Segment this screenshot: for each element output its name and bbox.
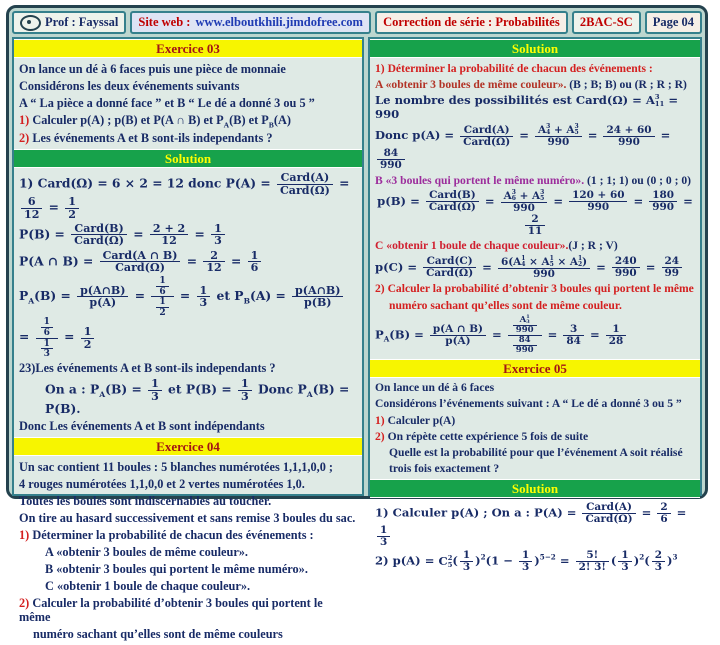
math-line: 2) Calculer la probabilité d’obtenir 3 boules qui portent le même <box>375 282 694 296</box>
statement-line: On lance un dé à 6 faces <box>375 381 495 395</box>
right-column <box>368 37 702 574</box>
prof-logo-icon <box>20 15 41 31</box>
exercice-05-solution <box>370 498 700 576</box>
page-number: Page 04 <box>645 11 702 34</box>
level-badge: 2BAC-SC <box>572 11 641 34</box>
math-line: Donc p(A) = $\frac{\text{Card(A)}}{\text{Card(Ω)}}$ = A 3 4 + A 3 5 990 = $\frac{24 + 60}{990}$ = $\frac{84}{990}$ <box>375 122 671 172</box>
math-line: 2) p(A) = C 2 5 ( $\frac{1}{3}$ )$^2$(1 − $\frac{1}{3}$ )$^{5-2}$ = $\frac{5!}{2! 3!}$ ( $\frac{1}{3}$ )$^2$( $\frac{2}{3}$ )$^3$ <box>375 549 678 574</box>
math-line: p(C) = $\frac{\text{Card(C)}}{\text{Card(Ω)}}$ = 6(A 1 4 × A 1 5 × A 1 2 ) 990 = $\frac{240}{990}$ = $\frac{24}{99}$ <box>375 256 695 280</box>
statement-line: trois fois exactement ? <box>389 462 500 476</box>
statement-line: 1) Calculer p(A) <box>375 413 456 427</box>
statement-line: On lance un dé à 6 faces puis une pièce de monnaie <box>19 61 286 76</box>
left-column <box>12 37 364 642</box>
statement-line: 4 rouges numérotées 1,1,0,0 et 2 vertes numérotées 1,0. <box>19 476 305 491</box>
statement-line: On tire au hasard successivement et sans remise 3 boules du sac. <box>19 510 356 525</box>
exercice-04-solution <box>370 58 700 359</box>
prof-cell <box>12 11 126 34</box>
exercice-04-title: Exercice 04 <box>14 437 362 456</box>
math-line: B «3 boules qui portent le même numéro». (1 ; 1; 1) ou (0 ; 0 ; 0) <box>375 173 692 187</box>
math-line: 23)Les événements A et B sont-ils independants ? <box>19 361 276 376</box>
math-line: A «obtenir 3 boules de même couleur». (B ; B; B) ou (R ; R ; R) <box>375 77 687 91</box>
math-line: 1) Calculer p(A) ; On a : P(A) = $\frac{\text{Card(A)}}{\text{Card(Ω)}}$ = $\frac{2}{6}$ = $\frac{1}{3}$ <box>375 500 687 548</box>
statement-line: 1) Calculer p(A) ; p(B) et P(A ∩ B) et $P_A(B)$ et $P_B(A)$ <box>19 112 291 129</box>
document-frame <box>6 5 708 642</box>
prof-name: Prof : Fayssal <box>45 15 119 29</box>
statement-line: 2) On répète cette expérience 5 fois de suite <box>375 429 589 443</box>
document-title: Correction de série : Probabilités <box>375 11 568 34</box>
math-line: P(B) = $\frac{\text{Card(B)}}{\text{Card(Ω)}}$ = $\frac{2 + 2}{12}$ = $\frac{1}{3}$ <box>19 223 357 247</box>
math-line: Donc Les événements A et B sont indépendants <box>19 419 265 434</box>
math-line: $P_A(B)$ = $\frac{p(A \cap B)}{p(A)}$ = A 1 3 990 $\frac{84}{990}$ = $\frac{3}{84}$ = $\frac{1}{28}$ <box>375 315 695 356</box>
exercice-04-statement <box>14 456 362 645</box>
math-line: On a : $P_A(B)$ = $\frac{1}{3}$ et P(B) = $\frac{1}{3}$ Donc $P_A(B) = P(B)$. <box>45 377 350 417</box>
math-line: C «obtenir 1 boule de chaque couleur».(J ; R ; V) <box>375 239 618 253</box>
exercice-05-title: Exercice 05 <box>370 359 700 378</box>
statement-line: 1) Déterminer la probabilité de chacun des événements : <box>19 527 314 542</box>
site-web-url: www.elboutkhili.jimdofree.com <box>195 15 363 29</box>
math-line: $P_A(B)$ = $\frac{p(A\cap B)}{p(A)}$ = $\frac{\frac{1}{6}}{\frac{1}{2}}$ = $\frac{1}{3}$ et $P_B(A)$ = $\frac{p(A\cap B)}{p(B)}$ = $\frac{\frac{1}{6}}{\frac{1}{3}}$ = $\frac{1}{2}$ <box>19 276 357 358</box>
exercice-03-title: Exercice 03 <box>14 39 362 58</box>
exercice-03-solution <box>14 168 362 437</box>
statement-line: C «obtenir 1 boule de chaque couleur». <box>45 578 251 593</box>
exercice-05-statement <box>370 378 700 480</box>
solution-bar: Solution <box>370 39 700 58</box>
math-line: Le nombre des possibilités est Card(Ω) = A 3 11 = 990 <box>375 92 679 121</box>
solution-bar: Solution <box>14 149 362 168</box>
solution-bar: Solution <box>370 479 700 498</box>
math-line: P(A ∩ B) = $\frac{\text{Card(A ∩ B)}}{\text{Card(Ω)}}$ = $\frac{2}{12}$ = $\frac{1}{6}$ <box>19 250 357 274</box>
statement-line: B «obtenir 3 boules qui portent le même numéro». <box>45 561 308 576</box>
statement-line: Quelle est la probabilité pour que l’événement A soit réalisé <box>389 445 683 459</box>
statement-line: Considérons l’événements suivant : A “ Le dé a donné 3 ou 5 ” <box>375 397 682 411</box>
math-line: p(B) = $\frac{\text{Card(B)}}{\text{Card(Ω)}}$ = A 3 6 + A 3 5 990 = $\frac{120 + 60}{990}$ = $\frac{180}{990}$ = $\frac{2}{11}$ <box>377 188 693 237</box>
statement-line: Un sac contient 11 boules : 5 blanches numérotées 1,1,1,0,0 ; <box>19 459 334 474</box>
site-web-cell <box>130 11 371 34</box>
header <box>12 11 702 34</box>
statement-line: numéro sachant qu’elles sont de même couleurs <box>33 627 283 642</box>
content-columns <box>12 37 702 642</box>
site-web-label: Site web : <box>138 15 191 29</box>
math-line: 1) Déterminer la probabilité de chacun des événements : <box>375 61 653 75</box>
statement-line: A “ La pièce a donné face ” et B “ Le dé a donné 3 ou 5 ” <box>19 95 315 110</box>
statement-line: 2) Calculer la probabilité d’obtenir 3 boules qui portent le même <box>19 595 323 625</box>
statement-line: Considérons les deux événements suivants <box>19 78 240 93</box>
statement-line: A «obtenir 3 boules de même couleur». <box>45 544 249 559</box>
exercice-03-statement <box>14 58 362 149</box>
math-line: 1) Card(Ω) = 6 × 2 = 12 donc P(A) = $\frac{\text{Card(A)}}{\text{Card(Ω)}}$ = $\frac{6}{12}$ = $\frac{1}{2}$ <box>19 170 350 221</box>
statement-line: Toutes les boules sont indiscernables au toucher. <box>19 493 272 508</box>
math-line: numéro sachant qu’elles sont de même couleur. <box>389 298 622 312</box>
statement-line: 2) Les événements A et B sont-ils independants ? <box>19 131 273 146</box>
